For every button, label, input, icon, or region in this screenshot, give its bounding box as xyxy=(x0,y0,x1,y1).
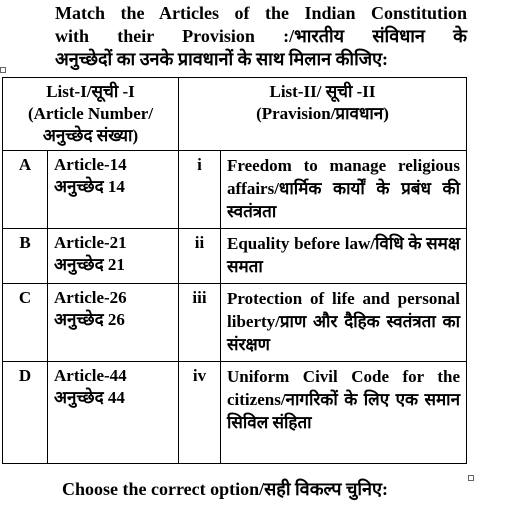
article-cell xyxy=(48,229,179,284)
row-letter: D xyxy=(3,362,48,464)
row-numeral: iv xyxy=(179,362,221,464)
list-1-subtitle-hi: अनुच्छेद संख्या) xyxy=(42,126,139,145)
question-line-1: Match the Articles of the Indian Constitution xyxy=(55,3,467,23)
table-row xyxy=(3,151,467,229)
article-number: Article-21 xyxy=(54,233,127,252)
row-letter: A xyxy=(3,151,48,229)
list-1-title: List-I/सूची -I xyxy=(46,82,135,101)
match-table xyxy=(2,77,467,464)
provision-cell: Freedom to manage religious affairs/धार्मिक कार्यों के प्रबंध की स्वतंत्रता xyxy=(221,151,467,229)
table-row xyxy=(3,284,467,362)
table-resize-marker xyxy=(468,475,474,481)
row-numeral: i xyxy=(179,151,221,229)
article-cell xyxy=(48,284,179,362)
choose-option-instruction: Choose the correct option/सही विकल्प चुनिए: xyxy=(62,479,388,499)
provision-cell: Uniform Civil Code for the citizens/नागरिकों के लिए एक समान सिविल संहिता xyxy=(221,362,467,464)
table-row xyxy=(3,362,467,464)
article-number-hi: अनुच्छेद 14 xyxy=(54,177,125,196)
list-1-header xyxy=(3,78,179,151)
question-line-3: अनुच्छेदों का उनके प्रावधानों के साथ मिलान कीजिए: xyxy=(55,49,389,69)
row-numeral: iii xyxy=(179,284,221,362)
question-text xyxy=(55,2,467,71)
list-2-subtitle: (Pravision/प्रावधान) xyxy=(256,104,389,123)
article-number-hi: अनुच्छेद 44 xyxy=(54,388,125,407)
article-cell xyxy=(48,362,179,464)
table-header-row xyxy=(3,78,467,151)
table-row xyxy=(3,229,467,284)
article-number-hi: अनुच्छेद 21 xyxy=(54,255,125,274)
article-number-hi: अनुच्छेद 26 xyxy=(54,310,125,329)
list-2-header xyxy=(179,78,467,151)
row-numeral: ii xyxy=(179,229,221,284)
list-1-subtitle: (Article Number/ xyxy=(27,104,154,123)
row-letter: C xyxy=(3,284,48,362)
article-number: Article-14 xyxy=(54,155,127,174)
row-letter: B xyxy=(3,229,48,284)
article-number: Article-26 xyxy=(54,288,127,307)
question-line-2: with their Provision :/भारतीय संविधान के xyxy=(55,26,467,46)
table-anchor-marker xyxy=(0,67,6,73)
provision-cell: Protection of life and personal liberty/प्राण और दैहिक स्वतंत्रता का संरक्षण xyxy=(221,284,467,362)
article-cell xyxy=(48,151,179,229)
list-2-title: List-II/ सूची -II xyxy=(269,82,376,101)
article-number: Article-44 xyxy=(54,366,127,385)
provision-cell: Equality before law/विधि के समक्ष समता xyxy=(221,229,467,284)
